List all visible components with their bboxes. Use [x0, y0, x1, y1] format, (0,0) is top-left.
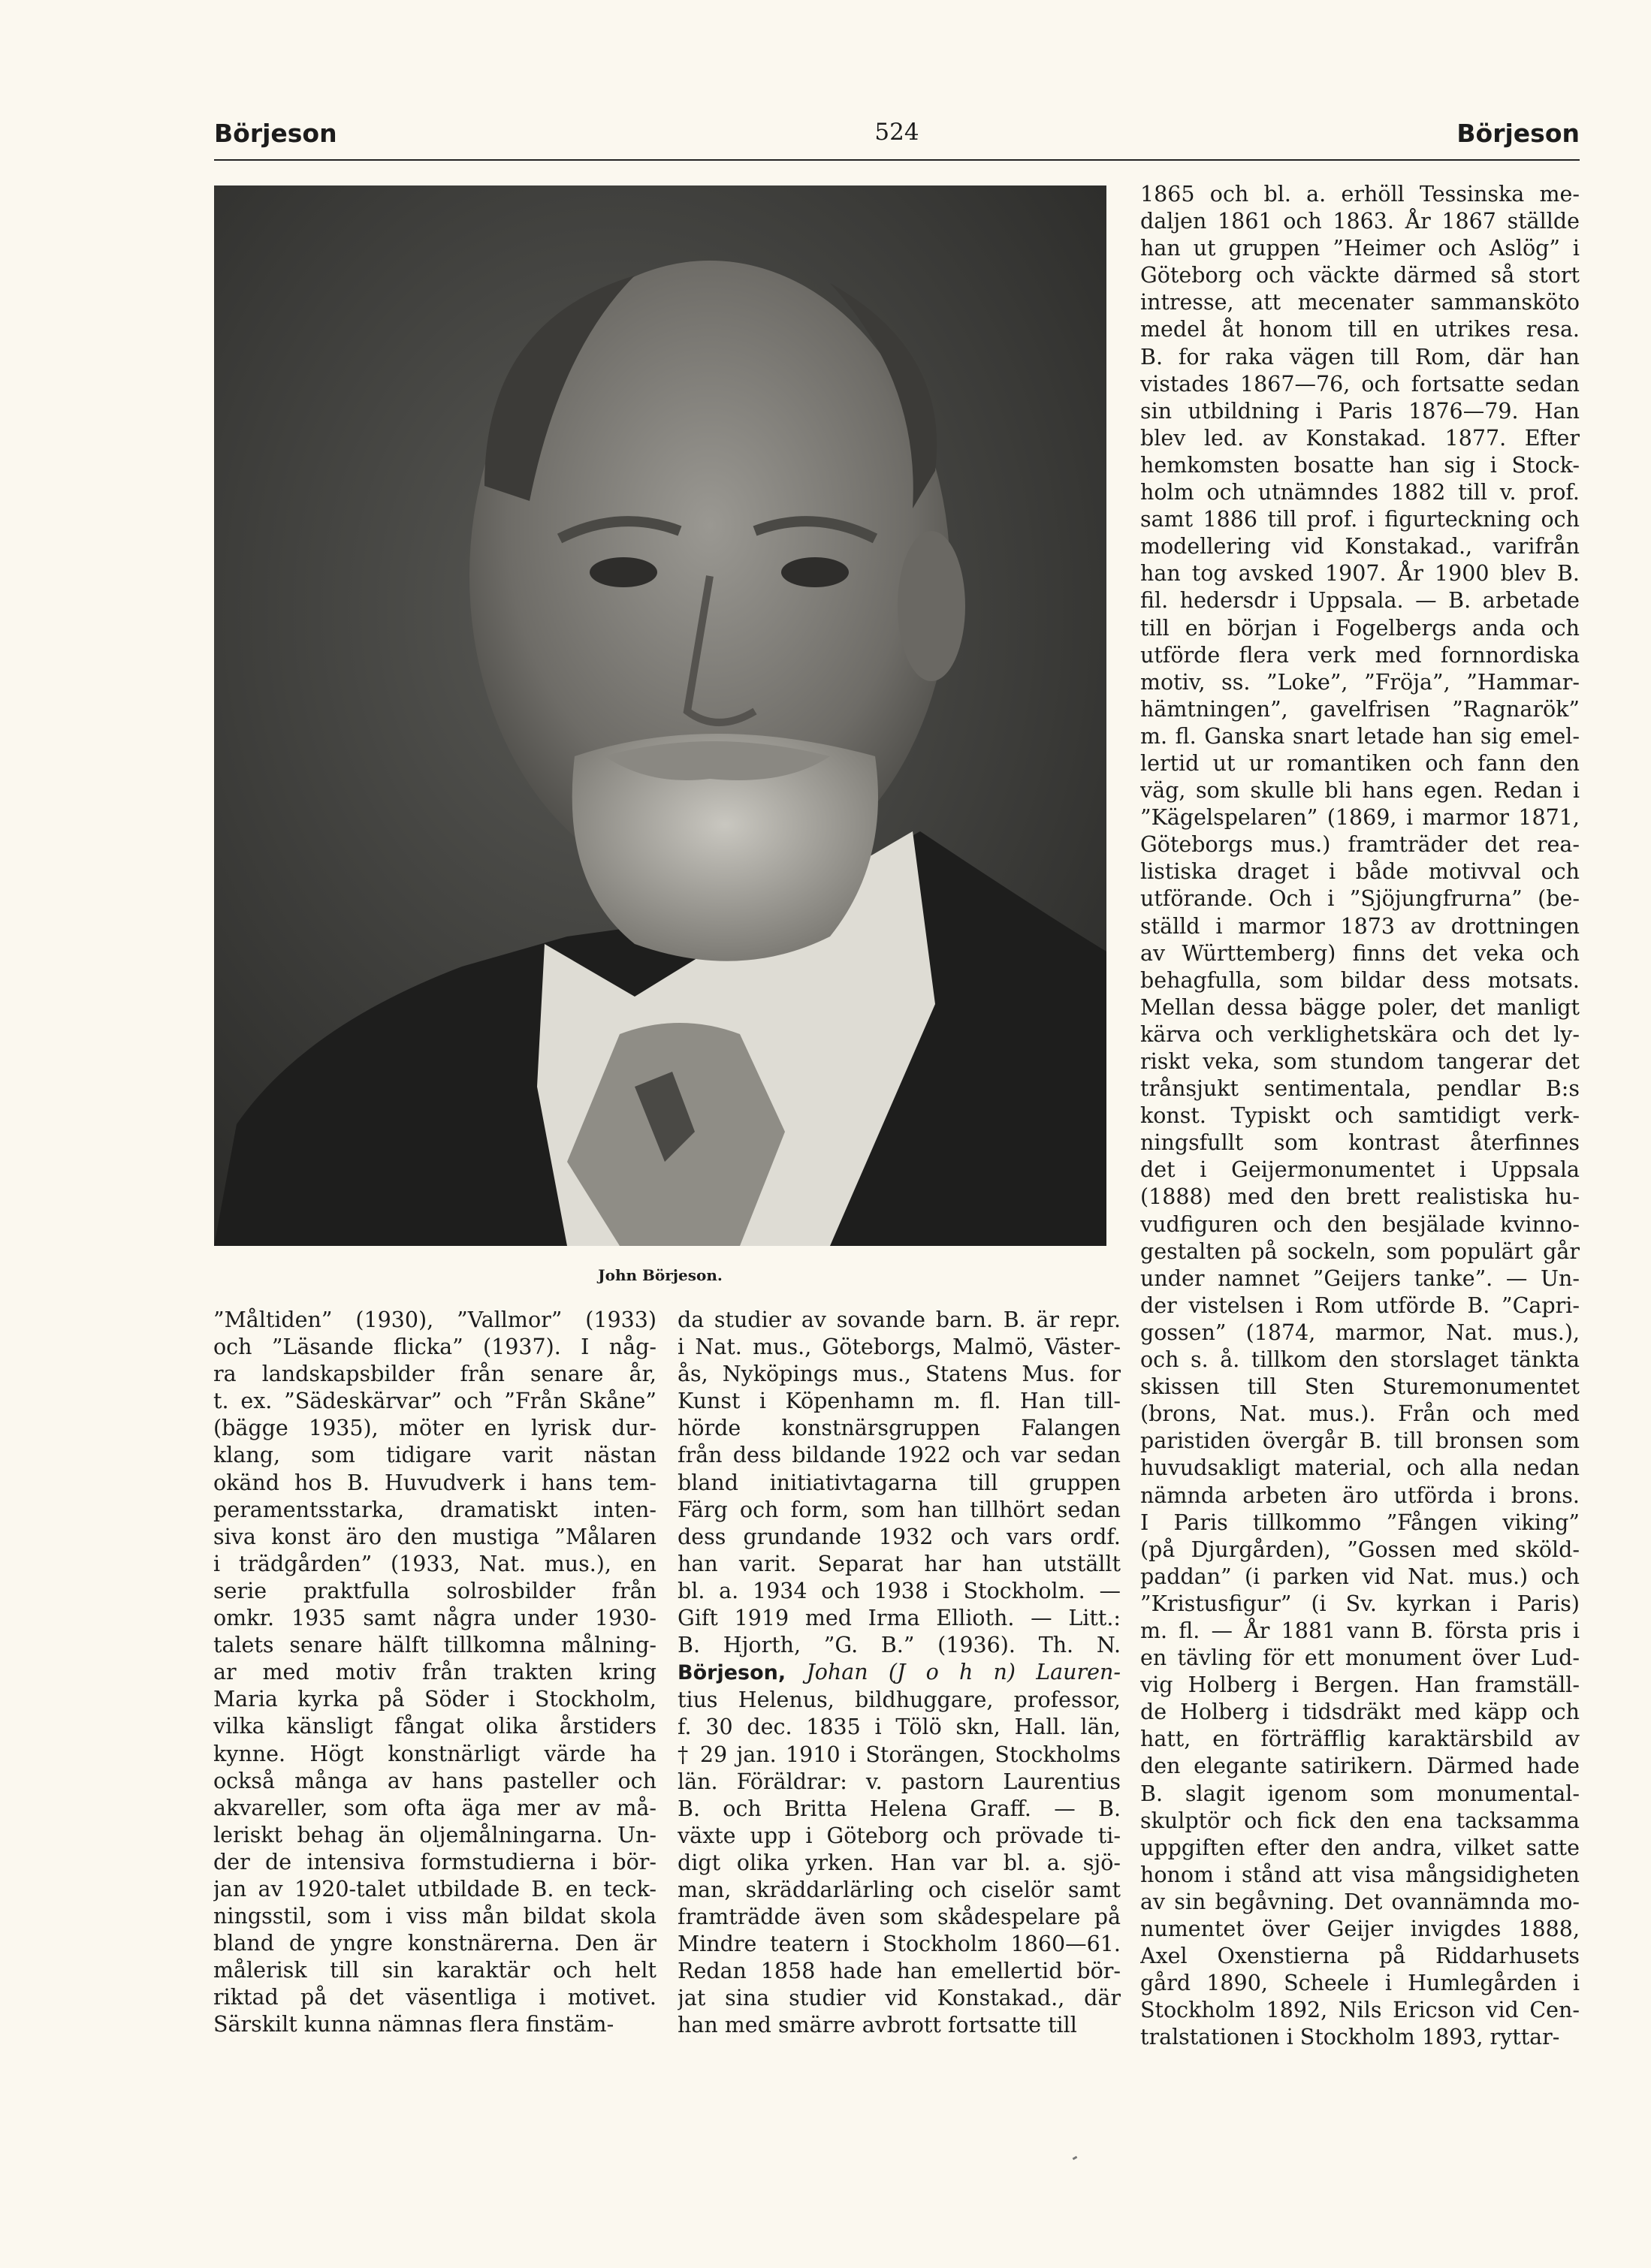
text-line: hörde konstnärsgruppen Falangen	[678, 1416, 1121, 1441]
running-header	[214, 119, 1580, 161]
text-line: ra landskapsbilder från senare år,	[213, 1362, 656, 1387]
text-line: och ”Läsande flicka” (1937). I någ-	[213, 1335, 656, 1360]
text-line: der de intensiva formstudierna i bör-	[213, 1849, 656, 1874]
text-line: akvareller, som ofta äga mer av må-	[213, 1795, 656, 1820]
text-line: (bägge 1935), möter en lyrisk dur-	[213, 1416, 656, 1441]
text-line: Göteborgs mus.) framträder det rea-	[1140, 832, 1580, 858]
text-line: Särskilt kunna nämnas flera finstäm-	[213, 2012, 614, 2037]
text-line: B. Hjorth, ”G. B.” (1936). Th. N.	[678, 1633, 1121, 1658]
text-line: han med smärre avbrott fortsatte till	[678, 2013, 1077, 2038]
text-line: i Nat. mus., Göteborgs, Malmö, Väster-	[678, 1335, 1121, 1360]
text-line: (på Djurgården), ”Gossen med sköld-	[1140, 1537, 1580, 1562]
text-line: Maria kyrka på Söder i Stockholm,	[213, 1687, 656, 1712]
text-line: riktad på det väsentliga i motivet.	[213, 1985, 656, 2010]
text-line: fil. hedersdr i Uppsala. — B. arbetade	[1140, 588, 1580, 614]
text-line: man, skräddarlärling och ciselör samt	[678, 1877, 1121, 1902]
text-line: leriskt behag än oljemålningarna. Un-	[213, 1822, 656, 1847]
text-line: B. slagit igenom som monumental-	[1140, 1781, 1580, 1806]
text-line: talets senare hälft tillkomna målning-	[213, 1633, 656, 1658]
text-line: da studier av sovande barn. B. är repr.	[678, 1307, 1121, 1332]
text-line: från dess bildande 1922 och var sedan	[678, 1443, 1121, 1468]
text-line: B. och Britta Helena Graff. — B.	[678, 1796, 1121, 1821]
text-line: jat sina studier vid Konstakad., där	[678, 1986, 1121, 2011]
text-line: Gift 1919 med Irma Ellioth. — Litt.:	[678, 1606, 1121, 1631]
text-line: utförde flera verk med fornnordiska	[1140, 642, 1580, 668]
text-line: B. for raka vägen till Rom, där han	[1140, 344, 1580, 369]
text-line: de Holberg i tidsdräkt med käpp och	[1140, 1699, 1580, 1725]
text-line: I Paris tillkommo ”Fången viking”	[1140, 1509, 1580, 1535]
text-line: omkr. 1935 samt några under 1930-	[213, 1606, 656, 1631]
portrait-photo	[214, 185, 1106, 1246]
text-column-3	[1140, 181, 1580, 2051]
text-line: gård 1890, Scheele i Humlegården i	[1140, 1971, 1580, 1996]
text-line: också många av hans pasteller och	[213, 1768, 656, 1793]
text-line: ås, Nyköpings mus., Statens Mus. for	[678, 1362, 1121, 1387]
text-line: väg, som skulle bli hans egen. Redan i	[1140, 778, 1580, 804]
text-line: bland de yngre konstnärerna. Den är	[213, 1931, 656, 1956]
figure-caption: John Börjeson.	[598, 1266, 723, 1284]
text-line: växte upp i Göteborg och prövade ti-	[678, 1823, 1121, 1848]
entry-name-italic: Johan (J o h n) Lauren-	[786, 1660, 1121, 1685]
text-line: trånsjukt sentimentala, pendlar B:s	[1140, 1076, 1580, 1102]
text-line: Kunst i Köpenhamn m. fl. Han till-	[678, 1389, 1121, 1414]
text-line: i trädgården” (1933, Nat. mus.), en	[213, 1551, 656, 1576]
text-column-2	[678, 1307, 1121, 2040]
text-line: digt olika yrken. Han var bl. a. sjö-	[678, 1850, 1121, 1875]
text-line: modellering vid Konstakad., varifrån	[1140, 534, 1580, 559]
text-line: ”Kägelspelaren” (1869, i marmor 1871,	[1140, 805, 1580, 831]
text-line: okänd hos B. Huvudverk i hans tem-	[213, 1470, 656, 1495]
text-line: bl. a. 1934 och 1938 i Stockholm. —	[678, 1578, 1121, 1603]
text-line: der vistelsen i Rom utförde B. ”Capri-	[1140, 1292, 1580, 1318]
entry-headword: Börjeson,	[678, 1661, 786, 1685]
text-line: behagfulla, som bildar dess motsats.	[1140, 967, 1580, 993]
text-line: framträdde även som skådespelare på	[678, 1905, 1121, 1930]
text-line: m. fl. Ganska snart letade han sig emel-	[1140, 723, 1580, 749]
page-number: 524	[874, 119, 919, 146]
text-line: vudfiguren och den besjälade kvinno-	[1140, 1211, 1580, 1237]
text-line: han tog avsked 1907. År 1900 blev B.	[1140, 561, 1580, 587]
text-line: vistades 1867—76, och fortsatte sedan	[1140, 371, 1580, 397]
text-line: konst. Typiskt och samtidigt verk-	[1140, 1103, 1580, 1129]
text-line: Göteborg och väckte därmed så stort	[1140, 263, 1580, 288]
entry-headword-line	[678, 1659, 1121, 1687]
header-rule	[214, 159, 1580, 161]
text-line: nämnda arbeten äro utförda i brons.	[1140, 1482, 1580, 1508]
text-line: av sin begåvning. Det ovannämnda mo-	[1140, 1889, 1580, 1914]
text-line: listiska draget i både motivval och	[1140, 859, 1580, 885]
text-line: Färg och form, som han tillhört sedan	[678, 1497, 1121, 1522]
text-line: det i Geijermonumentet i Uppsala	[1140, 1157, 1580, 1183]
text-line: ställd i marmor 1873 av drottningen	[1140, 913, 1580, 939]
text-line: gossen” (1874, marmor, Nat. mus.),	[1140, 1319, 1580, 1345]
text-line: kynne. Högt konstnärligt värde ha	[213, 1741, 656, 1766]
text-line: honom i stånd att visa mångsidigheten	[1140, 1862, 1580, 1887]
text-line: län. Föräldrar: v. pastorn Laurentius	[678, 1769, 1121, 1794]
text-line: riskt veka, som stundom tangerar det	[1140, 1049, 1580, 1074]
text-line: jan av 1920-talet utbildade B. en teck-	[213, 1876, 656, 1902]
text-line: lertid ut ur romantiken och fann den	[1140, 750, 1580, 776]
text-line: tralstationen i Stockholm 1893, ryttar-	[1140, 2025, 1560, 2050]
text-line: medel åt honom till en utrikes resa.	[1140, 317, 1580, 342]
text-line: ningsstil, som i viss mån bildat skola	[213, 1904, 656, 1929]
text-line: under namnet ”Geijers tanke”. — Un-	[1140, 1265, 1580, 1291]
text-line: han ut gruppen ”Heimer och Aslög” i	[1140, 236, 1580, 261]
text-line: ”Måltiden” (1930), ”Vallmor” (1933)	[213, 1307, 656, 1332]
text-line: den elegante satirikern. Därmed hade	[1140, 1754, 1580, 1779]
text-line: f. 30 dec. 1835 i Tölö skn, Hall. län,	[678, 1715, 1121, 1740]
text-line: en tävling för ett monument över Lud-	[1140, 1645, 1580, 1671]
text-line: Mellan dessa bägge poler, det manligt	[1140, 994, 1580, 1020]
text-line: blev led. av Konstakad. 1877. Efter	[1140, 425, 1580, 451]
text-line: ”Kristusfigur” (i Sv. kyrkan i Paris)	[1140, 1591, 1580, 1616]
text-line: numentet över Geijer invigdes 1888,	[1140, 1917, 1580, 1941]
text-line: bland initiativtagarna till gruppen	[678, 1470, 1121, 1495]
text-line: holm och utnämndes 1882 till v. prof.	[1140, 480, 1580, 505]
text-line: hemkomsten bosatte han sig i Stock-	[1140, 452, 1580, 478]
text-line: ningsfullt som kontrast återfinnes	[1140, 1130, 1580, 1156]
text-line: vilka känsligt fångat olika årstiders	[213, 1714, 656, 1739]
text-line: kärva och verklighetskära och det ly-	[1140, 1021, 1580, 1047]
text-line: utförande. Och i ”Sjöjungfrurna” (be-	[1140, 886, 1580, 912]
text-line: sin utbildning i Paris 1876—79. Han	[1140, 398, 1580, 424]
text-column-1	[213, 1307, 656, 2039]
text-line: serie praktfulla solrosbilder från	[213, 1578, 656, 1603]
text-line: hämtningen”, gavelfrisen ”Ragnarök”	[1140, 696, 1580, 722]
text-line: motiv, ss. ”Loke”, ”Fröja”, ”Hammar-	[1140, 669, 1580, 695]
text-line: (brons, Nat. mus.). Från och med	[1140, 1401, 1580, 1427]
text-line: daljen 1861 och 1863. År 1867 ställde	[1140, 209, 1580, 234]
text-line: till en början i Fogelbergs anda och	[1140, 615, 1580, 641]
left-headword: Börjeson	[214, 119, 337, 148]
text-line: dess grundande 1932 och vars ordf.	[678, 1524, 1121, 1549]
text-line: (1888) med den brett realistiska hu-	[1140, 1184, 1580, 1210]
text-line: gestalten på sockeln, som populärt går	[1140, 1238, 1580, 1264]
text-line: skulptör och fick den ena tacksamma	[1140, 1808, 1580, 1833]
text-line: av Württemberg) finns det veka och	[1140, 940, 1580, 966]
text-line: klang, som tidigare varit nästan	[213, 1443, 656, 1468]
text-line: paristiden övergår B. till bronsen som	[1140, 1428, 1580, 1454]
text-line: Stockholm 1892, Nils Ericson vid Cen-	[1140, 1998, 1580, 2023]
text-line: uppgiften efter den andra, vilket satte	[1140, 1835, 1580, 1860]
text-line: 1865 och bl. a. erhöll Tessinska me-	[1140, 182, 1580, 207]
text-line: han varit. Separat har han utställt	[678, 1551, 1121, 1576]
text-line: Redan 1858 hade han emellertid bör-	[678, 1959, 1121, 1984]
text-line: vig Holberg i Bergen. Han framställ-	[1140, 1672, 1580, 1698]
text-line: Mindre teatern i Stockholm 1860—61.	[678, 1932, 1121, 1957]
stray-mark	[1073, 2156, 1078, 2161]
text-line: m. fl. — År 1881 vann B. första pris i	[1140, 1618, 1580, 1643]
text-line: hatt, en förträfflig karaktärsbild av	[1140, 1727, 1580, 1752]
text-line: ar med motiv från trakten kring	[213, 1660, 656, 1685]
text-line: † 29 jan. 1910 i Storängen, Stockholms	[678, 1742, 1121, 1767]
text-line: t. ex. ”Sädeskärvar” och ”Från Skåne”	[213, 1389, 656, 1414]
text-line: samt 1886 till prof. i figurteckning och	[1140, 507, 1580, 532]
text-line: siva konst äro den mustiga ”Målaren	[213, 1524, 656, 1549]
text-line: paddan” (i parken vid Nat. mus.) och	[1140, 1564, 1580, 1589]
text-line: huvudsakligt material, och alla nedan	[1140, 1455, 1580, 1481]
text-line: peramentsstarka, dramatiskt inten-	[213, 1497, 656, 1522]
text-line: intresse, att mecenater sammansköto	[1140, 290, 1580, 315]
text-line: målerisk till sin karaktär och helt	[213, 1958, 656, 1983]
right-headword: Börjeson	[1456, 119, 1580, 148]
text-line: tius Helenus, bildhuggare, professor,	[678, 1687, 1121, 1713]
text-line: Axel Oxenstierna på Riddarhusets	[1140, 1944, 1580, 1969]
text-line: skissen till Sten Sturemonumentet	[1140, 1374, 1580, 1400]
text-line: och s. å. tillkom den storslaget tänkta	[1140, 1347, 1580, 1373]
